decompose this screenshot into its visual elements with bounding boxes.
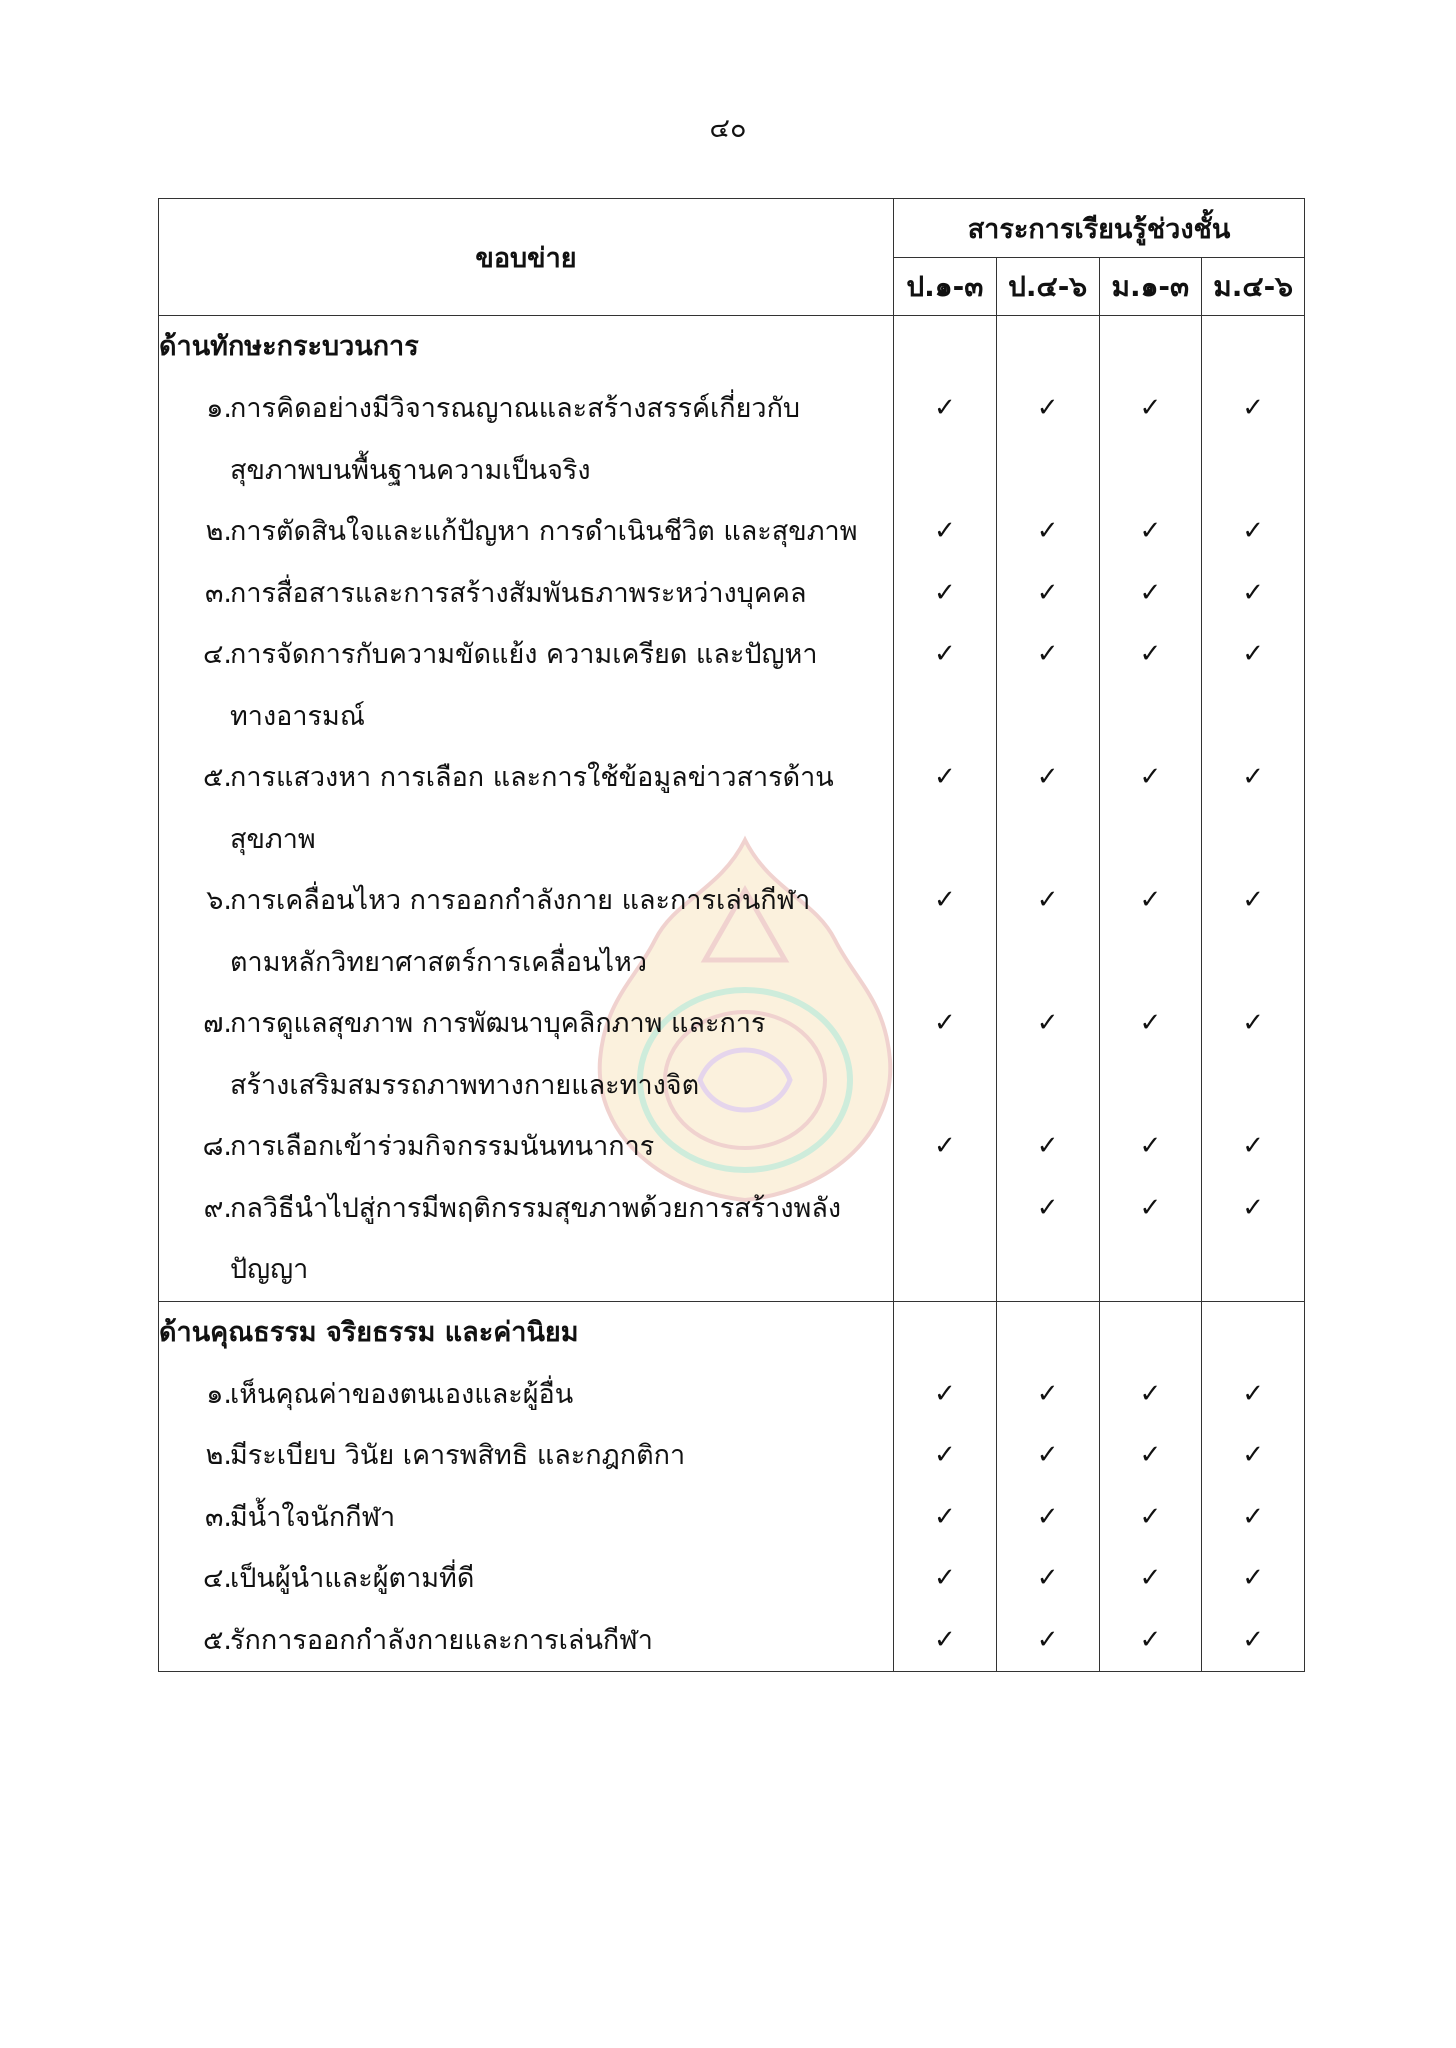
check-mark-icon: ✓ xyxy=(933,885,956,915)
check-mark-icon: ✓ xyxy=(1242,885,1265,915)
level-check-column xyxy=(1202,1301,1305,1672)
item-text: ทางอารมณ์ xyxy=(230,700,365,732)
item-number: ๕. xyxy=(202,762,232,793)
section-row xyxy=(159,316,1305,1302)
check-mark-icon: ✓ xyxy=(1036,1501,1059,1532)
check-mark-icon: ✓ xyxy=(1242,577,1265,608)
item-number: ๒. xyxy=(205,1440,232,1471)
item-line xyxy=(159,1487,893,1549)
level-group-header: สาระการเรียนรู้ช่วงชั้น xyxy=(894,199,1305,258)
empty-cell xyxy=(894,1055,996,1117)
item-line xyxy=(159,1178,893,1240)
item-number: ๓. xyxy=(204,577,232,609)
empty-cell xyxy=(1202,1239,1304,1301)
check-mark-icon: ✓ xyxy=(1139,393,1162,423)
section-title: ด้านทักษะกระบวนการ xyxy=(159,331,419,362)
section-description-cell xyxy=(159,316,894,1302)
item-line xyxy=(159,870,893,932)
check-mark-icon: ✓ xyxy=(1242,1192,1265,1223)
check-mark-icon: ✓ xyxy=(1242,1440,1265,1470)
check-mark-icon: ✓ xyxy=(1242,1501,1265,1532)
item-continuation-line xyxy=(159,440,893,502)
item-line xyxy=(159,1425,893,1487)
level-check-column xyxy=(894,316,997,1302)
check-mark-icon: ✓ xyxy=(933,516,956,546)
level-header: ป.๔-๖ xyxy=(996,258,1099,316)
level-header: ม.๔-๖ xyxy=(1202,258,1305,316)
item-text: การคิดอย่างมีวิจารณญาณและสร้างสรรค์เกี่ยวกับ xyxy=(230,393,801,424)
check-mark-icon: ✓ xyxy=(1139,1624,1162,1655)
check-mark-icon: ✓ xyxy=(933,1008,956,1038)
check-mark-icon: ✓ xyxy=(1036,639,1059,669)
empty-cell xyxy=(1202,686,1304,748)
check-mark-icon: ✓ xyxy=(933,762,956,792)
check-mark-icon: ✓ xyxy=(1036,577,1059,608)
item-continuation-line xyxy=(159,809,893,871)
item-continuation-line xyxy=(159,1239,893,1301)
item-text: การจัดการกับความขัดแย้ง ความเครียด และปัญหา xyxy=(230,639,818,670)
empty-cell xyxy=(1100,809,1202,871)
empty-cell xyxy=(1100,932,1202,994)
empty-cell xyxy=(1202,1055,1304,1117)
check-mark-icon: ✓ xyxy=(1036,516,1059,546)
empty-cell xyxy=(1100,686,1202,748)
level-check-column xyxy=(1099,1301,1202,1672)
check-mark-icon: ✓ xyxy=(1036,762,1059,792)
empty-cell xyxy=(894,1178,996,1240)
item-line xyxy=(159,993,893,1055)
empty-cell xyxy=(997,686,1099,748)
item-line xyxy=(159,1364,893,1426)
level-check-column xyxy=(996,316,1099,1302)
item-text: การเลือกเข้าร่วมกิจกรรมนันทนาการ xyxy=(230,1131,655,1162)
item-text: มีระเบียบ วินัย เคารพสิทธิ และกฎกติกา xyxy=(230,1440,686,1471)
scope-header: ขอบข่าย xyxy=(159,199,894,316)
check-mark-icon: ✓ xyxy=(933,1440,956,1470)
item-number: ๓. xyxy=(204,1501,232,1533)
empty-cell xyxy=(997,932,1099,994)
empty-cell xyxy=(1202,809,1304,871)
item-text: รักการออกกำลังกายและการเล่นกีฬา xyxy=(230,1624,653,1656)
item-text: การเคลื่อนไหว การออกกำลังกาย และการเล่นกีฬา xyxy=(230,885,811,916)
section-row xyxy=(159,1301,1305,1672)
level-check-column xyxy=(996,1301,1099,1672)
empty-cell xyxy=(894,1239,996,1301)
empty-cell xyxy=(894,686,996,748)
check-mark-icon: ✓ xyxy=(1139,1131,1162,1161)
level-header: ม.๑-๓ xyxy=(1099,258,1202,316)
check-mark-icon: ✓ xyxy=(1242,393,1265,423)
check-mark-icon: ✓ xyxy=(1242,1008,1265,1038)
item-line xyxy=(159,563,893,625)
empty-cell xyxy=(997,1055,1099,1117)
item-line xyxy=(159,1610,893,1672)
empty-cell xyxy=(894,809,996,871)
item-text: เห็นคุณค่าของตนเองและผู้อื่น xyxy=(230,1378,574,1410)
item-text: มีน้ำใจนักกีฬา xyxy=(230,1501,396,1533)
empty-cell xyxy=(1100,1239,1202,1301)
check-mark-icon: ✓ xyxy=(1036,1563,1059,1593)
item-number: ๗. xyxy=(203,1008,232,1039)
item-number: ๑. xyxy=(206,1378,232,1410)
curriculum-scope-table xyxy=(158,198,1305,1672)
check-mark-icon: ✓ xyxy=(1139,1192,1162,1223)
empty-cell xyxy=(894,932,996,994)
item-number: ๑. xyxy=(206,393,232,424)
check-mark-icon: ✓ xyxy=(1139,1008,1162,1038)
check-mark-icon: ✓ xyxy=(1036,1008,1059,1038)
check-mark-icon: ✓ xyxy=(933,1501,956,1532)
section-title: ด้านคุณธรรม จริยธรรม และค่านิยม xyxy=(159,1316,579,1348)
item-number: ๔. xyxy=(202,639,232,670)
check-mark-icon: ✓ xyxy=(933,393,956,423)
check-mark-icon: ✓ xyxy=(1036,1440,1059,1470)
check-mark-icon: ✓ xyxy=(1036,393,1059,423)
check-mark-icon: ✓ xyxy=(1242,1131,1265,1161)
item-text: ปัญญา xyxy=(230,1254,309,1285)
check-mark-icon: ✓ xyxy=(1036,1624,1059,1655)
check-mark-icon: ✓ xyxy=(933,577,956,608)
check-mark-icon: ✓ xyxy=(1139,1378,1162,1409)
empty-cell xyxy=(1202,932,1304,994)
check-mark-icon: ✓ xyxy=(933,639,956,669)
item-text: การตัดสินใจและแก้ปัญหา การดำเนินชีวิต และสุขภาพ xyxy=(230,516,858,547)
check-mark-icon: ✓ xyxy=(1242,1563,1265,1593)
check-mark-icon: ✓ xyxy=(1242,516,1265,546)
check-mark-icon: ✓ xyxy=(1139,639,1162,669)
check-mark-icon: ✓ xyxy=(1036,885,1059,915)
check-mark-icon: ✓ xyxy=(1242,1624,1265,1655)
item-text: การสื่อสารและการสร้างสัมพันธภาพระหว่างบุคคล xyxy=(230,577,807,609)
check-mark-icon: ✓ xyxy=(933,1131,956,1161)
item-line xyxy=(159,1116,893,1178)
item-number: ๔. xyxy=(202,1563,232,1594)
empty-cell xyxy=(997,809,1099,871)
check-mark-icon: ✓ xyxy=(1139,516,1162,546)
item-line xyxy=(159,501,893,563)
check-mark-icon: ✓ xyxy=(1036,1131,1059,1161)
item-continuation-line xyxy=(159,686,893,748)
empty-cell xyxy=(1100,440,1202,502)
item-line xyxy=(159,747,893,809)
level-check-column xyxy=(1202,316,1305,1302)
check-mark-icon: ✓ xyxy=(1139,1501,1162,1532)
level-check-column xyxy=(894,1301,997,1672)
item-number: ๙. xyxy=(203,1192,232,1224)
item-text: เป็นผู้นำและผู้ตามที่ดี xyxy=(230,1563,475,1594)
check-mark-icon: ✓ xyxy=(1139,577,1162,608)
item-number: ๖. xyxy=(206,885,232,916)
level-header: ป.๑-๓ xyxy=(894,258,997,316)
item-line xyxy=(159,1548,893,1610)
check-mark-icon: ✓ xyxy=(1139,1440,1162,1470)
section-description-cell xyxy=(159,1301,894,1672)
item-number: ๕. xyxy=(202,1624,232,1656)
empty-cell xyxy=(997,440,1099,502)
check-mark-icon: ✓ xyxy=(933,1563,956,1593)
check-mark-icon: ✓ xyxy=(1139,1563,1162,1593)
item-line xyxy=(159,624,893,686)
empty-cell xyxy=(1202,440,1304,502)
item-text: การดูแลสุขภาพ การพัฒนาบุคลิกภาพ และการ xyxy=(230,1008,766,1039)
item-text: สุขภาพ xyxy=(230,823,316,855)
check-mark-icon: ✓ xyxy=(1139,762,1162,792)
check-mark-icon: ✓ xyxy=(1242,762,1265,792)
item-text: ตามหลักวิทยาศาสตร์การเคลื่อนไหว xyxy=(230,946,647,978)
item-text: การแสวงหา การเลือก และการใช้ข้อมูลข่าวสารด้าน xyxy=(230,762,834,793)
page-number: ๔๐ xyxy=(709,113,747,144)
level-check-column xyxy=(1099,316,1202,1302)
empty-cell xyxy=(997,1239,1099,1301)
check-mark-icon: ✓ xyxy=(1139,885,1162,915)
check-mark-icon: ✓ xyxy=(933,1378,956,1409)
item-text: กลวิธีนำไปสู่การมีพฤติกรรมสุขภาพด้วยการสร้างพลัง xyxy=(230,1192,842,1224)
check-mark-icon: ✓ xyxy=(933,1624,956,1655)
item-line xyxy=(159,378,893,440)
item-continuation-line xyxy=(159,932,893,994)
item-text: สุขภาพบนพื้นฐานความเป็นจริง xyxy=(230,454,591,486)
item-text: สร้างเสริมสมรรถภาพทางกายและทางจิต xyxy=(230,1069,700,1101)
item-number: ๒. xyxy=(205,516,232,547)
check-mark-icon: ✓ xyxy=(1242,639,1265,669)
check-mark-icon: ✓ xyxy=(1036,1378,1059,1409)
item-number: ๘. xyxy=(202,1131,232,1162)
empty-cell xyxy=(1100,1055,1202,1117)
check-mark-icon: ✓ xyxy=(1036,1192,1059,1223)
empty-cell xyxy=(894,440,996,502)
check-mark-icon: ✓ xyxy=(1242,1378,1265,1409)
item-continuation-line xyxy=(159,1055,893,1117)
